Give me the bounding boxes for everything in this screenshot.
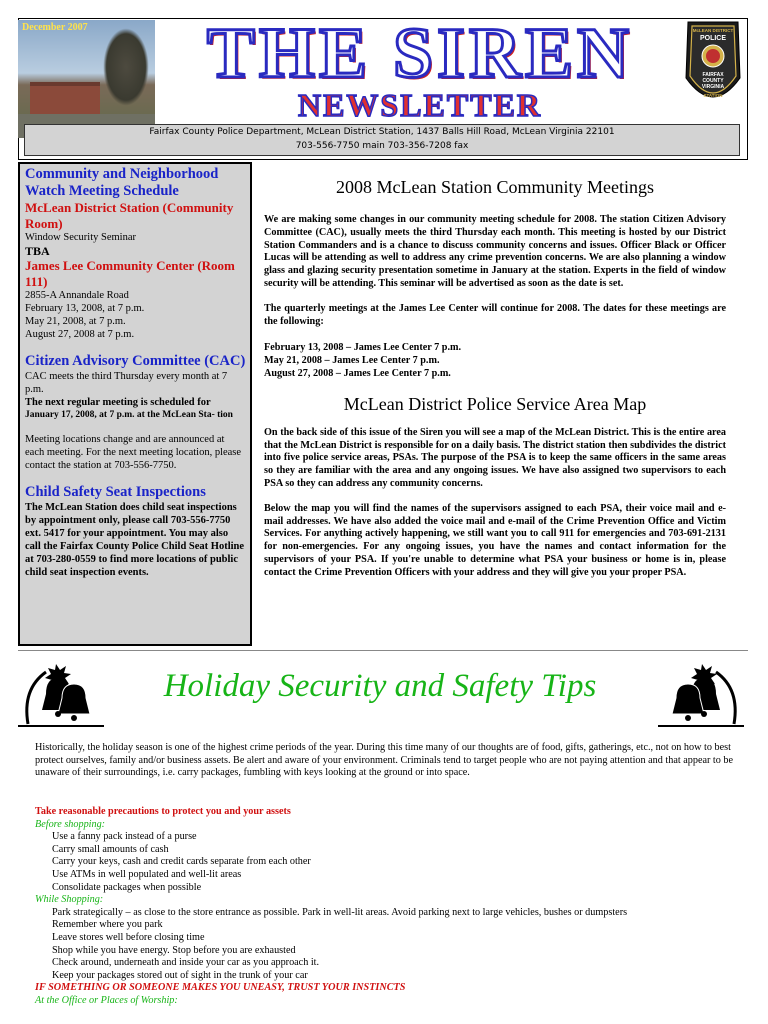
cac-next-meeting: The next regular meeting is scheduled for xyxy=(25,397,211,408)
child-seat-text: The McLean Station does child seat inspections by appointment only, please call 703-556-7750 ext. 5417 for your appointment. You may also call the Fairfax County Police Child Seat Hotline at 703-280-0559 to find more locations of public child seat inspection events. xyxy=(25,502,245,578)
badge-top-text: McLEAN DISTRICT xyxy=(692,28,734,33)
badge-bottom-text: STATION xyxy=(703,93,723,98)
tip-item: Shop while you have energy. Stop before you are exhausted xyxy=(52,944,296,956)
address-line: Fairfax County Police Department, McLean District Station, 1437 Balls Hill Road, McLean Virginia 22101 xyxy=(149,127,615,137)
location-1-name: McLean District Station (Community Room) xyxy=(25,200,234,231)
meeting-date: August 27, 2008 – James Lee Center 7 p.m. xyxy=(264,367,451,379)
tip-item: Keep your packages stored out of sight in the trunk of your car xyxy=(52,969,308,981)
location-2-line: May 21, 2008, at 7 p.m. xyxy=(25,316,126,327)
cac-text: CAC meets the third Thursday every month at 7 p.m. xyxy=(25,371,228,395)
tip-item: Park strategically – as close to the store entrance as possible. Park in well-lit areas. Avoid parking next to large vehicles, bushes or dumpsters xyxy=(52,906,628,918)
tip-item: Use ATMs in well populated and well-lit areas xyxy=(52,868,242,880)
badge-police-text: POLICE xyxy=(699,35,727,42)
police-badge-icon xyxy=(682,18,744,116)
meeting-date: May 21, 2008 – James Lee Center 7 p.m. xyxy=(264,355,440,367)
psa-map-para: On the back side of this issue of the Siren you will see a map of the McLean District. This is the entire area that the McLean District is responsible for on a daily basis. The district station then subdivides the district into five police service areas, PSAs. The purpose of the PSA is to keep the same officers in the same areas so they are familiar with the area and any ongoing issues. We have also assigned two supervisors to each PSA so they can address any community concerns. xyxy=(264,426,726,489)
before-shopping-label: Before shopping: xyxy=(35,818,106,830)
psa-supervisors-para: Below the map you will find the names of the supervisors assigned to each PSA, their voice mail and e-mail addresses. We have also added the voice mail and e-mail of the Crime Prevention Office and Victim Services. For anything actively happening, we still want you to call 911 for emergencies and 703-691-2131 for non-emergencies. For any ongoing issues, you have the names and contact information for the supervisors of your PSA. If you're unable to determine what PSA your business or home is in, please contact the Crime Prevention Officers with your address and they will give you your proper PSA. xyxy=(264,502,726,578)
location-2-line: 2855-A Annandale Road xyxy=(25,290,129,301)
cac-next-date: January 17, 2008, at 7 p.m. at the McLean Sta- tion xyxy=(25,410,233,420)
holiday-bells-icon xyxy=(656,654,746,734)
location-1-event: Window Security Seminar xyxy=(25,232,136,243)
location-2-line: February 13, 2008, at 7 p.m. xyxy=(25,303,145,314)
psa-map-heading: McLean District Police Service Area Map xyxy=(343,393,647,414)
location-1-date: TBA xyxy=(25,244,50,258)
tip-item: Use a fanny pack instead of a purse xyxy=(52,831,197,843)
meeting-schedule-heading: Community and Neighborhood Watch Meeting Schedule xyxy=(25,166,219,199)
holiday-tips-title: Holiday Security and Safety Tips xyxy=(163,668,597,704)
office-worship-label: At the Office or Places of Worship: xyxy=(35,994,178,1006)
newsletter-subtitle: NEWSLETTER xyxy=(297,87,543,123)
address-box xyxy=(24,124,740,156)
tip-item: Leave stores well before closing time xyxy=(52,931,205,943)
section-divider xyxy=(18,650,748,651)
trust-instincts-warning: IF SOMETHING OR SOMEONE MAKES YOU UNEASY, TRUST YOUR INSTINCTS xyxy=(35,982,406,994)
badge-county-line-3: VIRGINIA xyxy=(701,84,725,90)
tip-item: Carry small amounts of cash xyxy=(52,843,169,855)
community-meetings-para: We are making some changes in our community meeting schedule for 2008. The station Citizen Advisory Committee (CAC), usually meets the third Thursday each month. This meeting is hosted by our District Station Commanders and is a chance to discuss community concerns and issues. Officer Black or Officer Lucas will be attending as well to address any crime prevention concerns. We are also planning a window glass and glazing security presentation sometime in January at the station. Experts in the field of window security will be attending. This seminar will be advertised as soon as the date is set. xyxy=(264,214,726,289)
phone-line: 703-556-7750 main 703-356-7208 fax xyxy=(295,141,469,151)
holiday-intro: Historically, the holiday season is one of the highest crime periods of the year. During this time many of our thoughts are of food, gifts, gatherings, etc., not on how to best protect ourselves, family and/or business assets. Be alert and aware of your environment. Criminals tend to target people who are not paying attention and that appear to be unaware of their surroundings, i.e. carry packages, fumbling with keys looking at the ground or into space. xyxy=(35,742,734,779)
tip-item: Consolidate packages when possible xyxy=(52,881,202,893)
badge-county-line-2: COUNTY xyxy=(702,78,724,84)
location-2-line: August 27, 2008 at 7 p.m. xyxy=(25,329,135,340)
tip-item: Remember where you park xyxy=(52,919,163,931)
main-column xyxy=(264,176,726,580)
tip-item: Check around, underneath and inside your car as you approach it. xyxy=(52,957,320,969)
quarterly-meetings-para: The quarterly meetings at the James Lee Center will continue for 2008. The dates for these meetings are the following: xyxy=(264,302,726,327)
badge-county-line-1: FAIRFAX xyxy=(702,72,724,78)
precautions-heading: Take reasonable precautions to protect you and your assets xyxy=(35,806,291,817)
sidebar-schedule xyxy=(18,162,252,646)
holiday-bells-icon xyxy=(16,654,106,734)
child-seat-heading: Child Safety Seat Inspections xyxy=(25,484,206,500)
holiday-tips xyxy=(35,806,755,1008)
location-2-name: James Lee Community Center (Room 111) xyxy=(25,258,235,289)
community-meetings-heading: 2008 McLean Station Community Meetings xyxy=(336,177,654,197)
station-photo xyxy=(18,20,155,138)
issue-date: December 2007 xyxy=(22,22,88,33)
cac-note: Meeting locations change and are announced at each meeting. For the next meeting location, please contact the station at 703-556-7750. xyxy=(25,434,242,471)
cac-heading: Citizen Advisory Committee (CAC) xyxy=(25,353,246,369)
meeting-date: February 13, 2008 – James Lee Center 7 p.m. xyxy=(264,342,462,354)
newsletter-title: THE SIREN xyxy=(206,13,634,93)
while-shopping-label: While Shopping: xyxy=(35,894,104,906)
tip-item: Carry your keys, cash and credit cards separate from each other xyxy=(52,856,311,868)
